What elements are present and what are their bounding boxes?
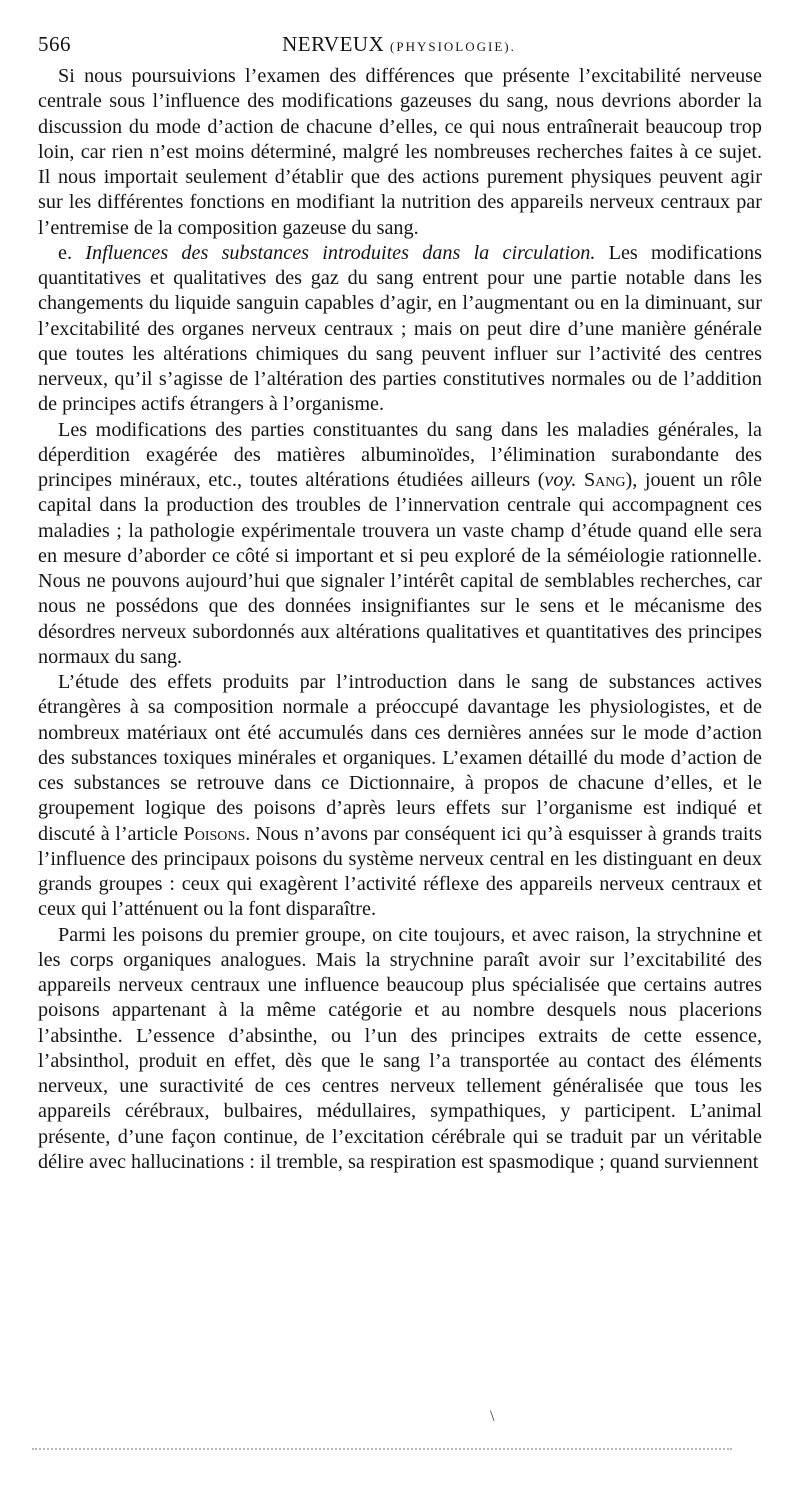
paragraph-foreign-substances	[38, 670, 762, 923]
text-run: L’étude des effets produits par l’introduction dans le sang de substances actives étrangères à sa composition normale a préoccupé davantage les physiologistes, et de nombreux matériaux ont été accumulés dans ces dernières années sur le mode d’action des substances toxiques minérales et organiques. L’examen détaillé du mode d’action de ces substances se retrouve dans ce Dictionnaire, à propos de chacune d’elles, et le groupement logique des poisons d’après leurs effets sur l’organisme est indiqué et discuté à l’article	[38, 671, 762, 845]
text-run: . Nous n’avons par conséquent ici qu’à esquisser à grands traits l’influence des principaux poisons du système nerveux central en les distinguant en deux grands groupes : ceux qui exagèrent l’activité réflexe des appareils nerveux centraux et ceux qui l’atténuent ou la font disparaître.	[38, 822, 762, 921]
running-title	[38, 32, 760, 57]
body-text	[38, 64, 762, 1175]
dotted-rule	[32, 1448, 732, 1450]
section-label: e.	[58, 241, 73, 264]
running-title-sub: (PHYSIOLOGIE).	[390, 39, 516, 54]
text-run: Les modifications des parties constituantes du sang dans les maladies générales, la déperdition exagérée des matières albuminoïdes, l’élimination surabondante des principes minéraux, etc., toutes altérations étudiées ailleurs (	[38, 418, 762, 491]
cross-reference-voy: voy.	[544, 469, 577, 491]
running-header	[38, 32, 760, 60]
running-title-main: NERVEUX	[282, 32, 385, 56]
footer-mark: \	[490, 1408, 495, 1425]
section-heading: Influences des substances introduites dans la circulation.	[85, 241, 596, 264]
page-number: 566	[38, 32, 71, 56]
text-run: ), jouent un rôle capital dans la production des troubles de l’innervation centrale qui accompagnent ces maladies ; la pathologie expérimentale trouvera un vaste champ d’étude quand elle sera en mesure d’aborder ce côté si important et si peu exploré de la séméiologie rationnelle. Nous ne pouvons aujourd’hui que signaler l’intérêt capital de semblables recherches, car nous ne possédons que des données insignifiantes sur le sens et le mécanisme des désordres nerveux subordonnés aux altérations qualitatives et quantitatives des principes normaux du sang.	[38, 469, 762, 668]
cross-reference-poisons: Poisons	[183, 822, 246, 845]
paragraph-first-group-poisons: Parmi les poisons du premier groupe, on cite toujours, et avec raison, la strychnine et les corps organiques analogues. Mais la strychnine paraît avoir sur l’excitabilité des appareils nerveux centraux une influence beaucoup plus spécialisée que certains autres poisons appartenant à la même catégorie et au nombre desquels nous placerions l’absinthe. L’essence d’absinthe, ou l’un des principes extraits de cette essence, l’absinthol, produit en effet, dès que le sang l’a transportée au contact des éléments nerveux, une suractivité de ces centres nerveux tellement généralisée que tous les appareils cérébraux, bulbaires, médullaires, sympathiques, y participent. L’animal présente, d’une façon continue, de l’excitation cérébrale qui se traduit par un véritable délire avec hallucinations : il tremble, sa respiration est spasmodique ; quand surviennent	[38, 923, 762, 1173]
paragraph-gas-modifications: Si nous poursuivions l’examen des différences que présente l’excitabilité nerveuse centrale sous l’influence des modifications gazeuses du sang, nous devrions aborder la discussion du mode d’action de chacune d’elles, ce qui nous entraînerait beaucoup trop loin, car rien n’est moins déterminé, malgré les nombreuses recherches faites à ce sujet. Il nous importait seulement d’établir que des actions purement physiques peuvent agir sur les différentes fonctions en modifiant la nutrition des appareils nerveux centraux par l’entremise de la composition gazeuse du sang.	[38, 65, 762, 239]
paragraph-blood-constituents	[38, 418, 762, 671]
section-body: Les modifications quantitatives et qualitatives des gaz du sang entrent pour une partie notable dans les changements du liquide sanguin capables d’agir, en l’augmentant ou en la diminuant, sur l’excitabilité des organes nerveux centraux ; mais on peut dire d’une manière générale que toutes les altérations chimiques du sang peuvent influer sur l’activité des centres nerveux, qu’il s’agisse de l’altération des parties constitutives normales ou de l’addition de principes actifs étrangers à l’organisme.	[38, 241, 763, 416]
cross-reference-sang: Sang	[583, 469, 626, 491]
paragraph-substances-circulation	[38, 241, 762, 418]
